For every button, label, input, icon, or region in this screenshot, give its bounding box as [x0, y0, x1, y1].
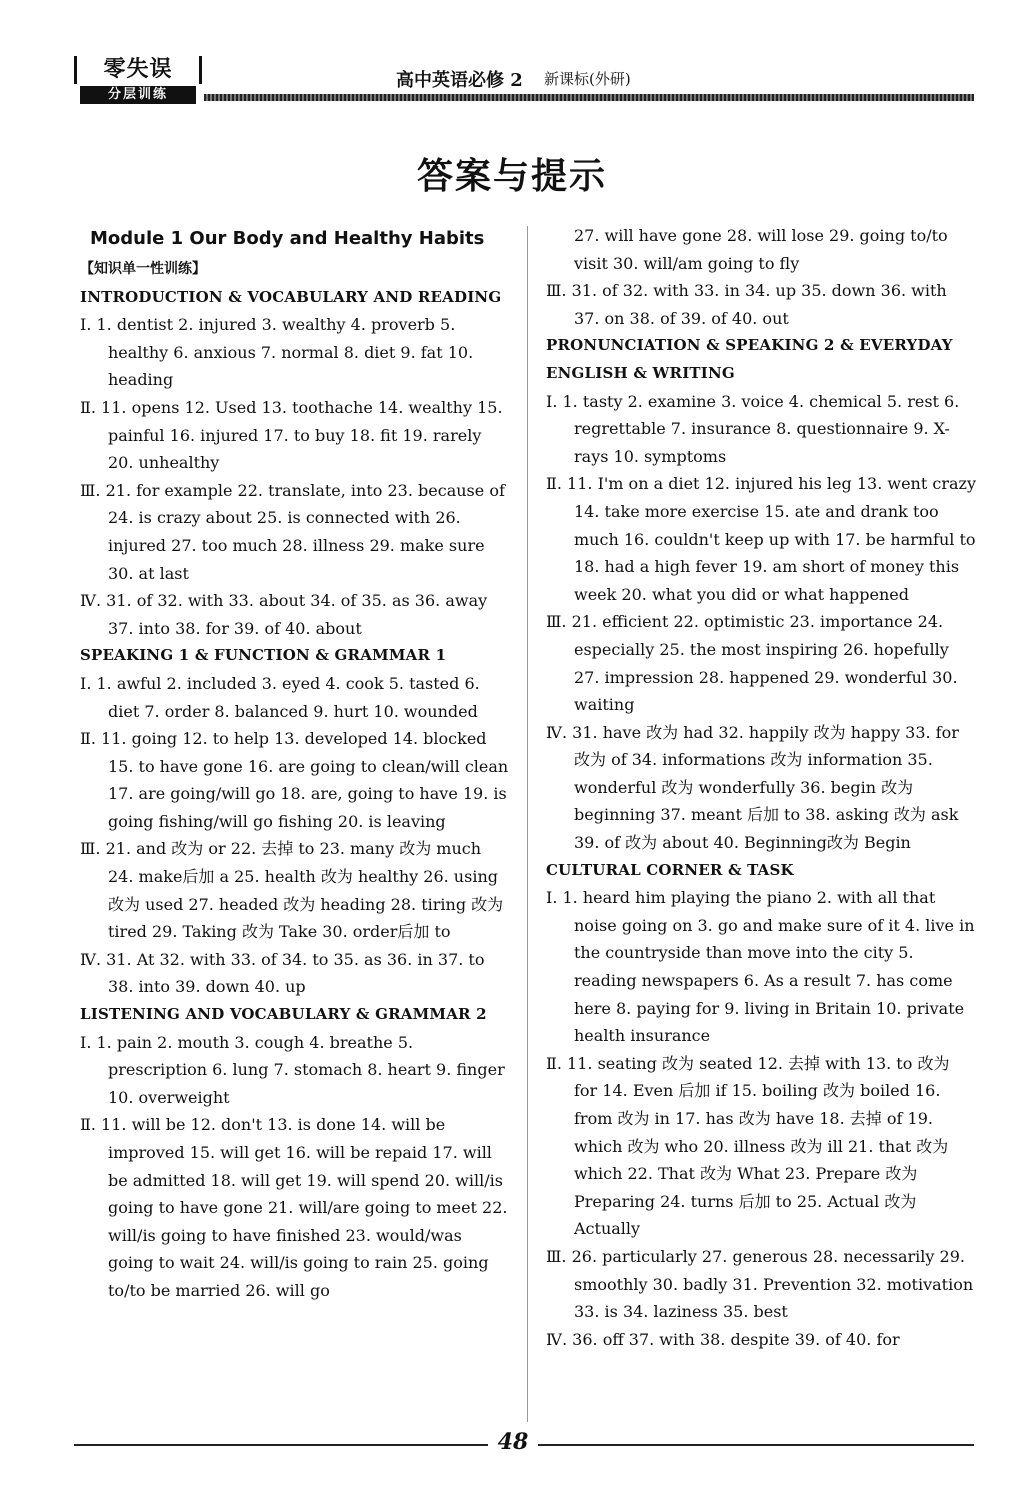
- page-header: [74, 56, 974, 106]
- answer-block: 27. will have gone 28. will lose 29. going to/to visit 30. will/am going to fly: [574, 226, 948, 273]
- answer-block: Ⅱ. 11. seating 改为 seated 12. 去掉 with 13. to 改为 for 14. Even 后加 if 15. boiling 改为 boiled 16. from 改为 in 17. has 改为 have 18. 去掉 of 19. which 改为 who 20. illness 改为 ill 21. that 改为 which 22. That 改为 What 23. Prepare 改为 Preparing 24. turns 后加 to 25. Actual 改为 Actually: [546, 1053, 950, 1239]
- answer-block: Ⅰ. 1. tasty 2. examine 3. voice 4. chemical 5. rest 6. regrettable 7. insurance 8. questionnaire 9. X-rays 10. symptoms: [546, 391, 960, 466]
- answer-block: Ⅳ. 31. of 32. with 33. about 34. of 35. as 36. away 37. into 38. for 39. of 40. about: [80, 591, 488, 638]
- answer-block: Ⅲ. 31. of 32. with 33. in 34. up 35. down 36. with 37. on 38. of 39. of 40. out: [546, 281, 947, 328]
- answer-block: Ⅱ. 11. going 12. to help 13. developed 14. blocked 15. to have gone 16. are going to clean/will clean 17. are going/will go 18. are, going to have 19. is going fishing/will go fishing 20. is leaving: [80, 729, 509, 831]
- page-number: 48: [488, 1428, 538, 1456]
- page-title: 答案与提示: [416, 155, 607, 197]
- section-heading: INTRODUCTION & VOCABULARY AND READING: [80, 287, 502, 306]
- answer-block: Ⅰ. 1. awful 2. included 3. eyed 4. cook 5. tasted 6. diet 7. order 8. balanced 9. hurt 10. wounded: [80, 673, 480, 721]
- answer-block: Ⅱ. 11. opens 12. Used 13. toothache 14. wealthy 15. painful 16. injured 17. to buy 18. fit 19. rarely 20. unhealthy: [80, 397, 503, 473]
- answer-block: Ⅲ. 21. for example 22. translate, into 23. because of 24. is crazy about 25. is connected with 26. injured 27. too much 28. illness 29. make sure 30. at last: [80, 480, 505, 583]
- header-rule: [204, 94, 974, 101]
- answer-block: Ⅳ. 31. have 改为 had 32. happily 改为 happy 33. for 改为 of 34. informations 改为 information 35. wonderful 改为 wonderfully 36. begin 改为 beginning 37. meant 后加 to 38. asking 改为 ask 39. of 改为 about 40. Beginning改为 Begin: [546, 722, 959, 853]
- answer-block: Ⅲ. 26. particularly 27. generous 28. necessarily 29. smoothly 30. badly 31. Prevention 32. motivation 33. is 34. laziness 35. best: [546, 1246, 974, 1322]
- answer-block: Ⅳ. 31. At 32. with 33. of 34. to 35. as 36. in 37. to 38. into 39. down 40. up: [80, 949, 485, 997]
- section-heading: LISTENING AND VOCABULARY & GRAMMAR 2: [80, 1005, 487, 1024]
- logo-subtitle: 分层训练: [80, 86, 196, 104]
- module-heading: Module 1 Our Body and Healthy Habits: [90, 228, 485, 249]
- left-column: [80, 222, 510, 1305]
- section-heading: SPEAKING 1 & FUNCTION & GRAMMAR 1: [80, 646, 447, 665]
- answer-block: Ⅰ. 1. heard him playing the piano 2. with all that noise going on 3. go and make sure of it 4. live in the countryside than move into the city 5. reading newspapers 6. As a result 7. has come here 8. paying for 9. living in Britain 10. private health insurance: [546, 888, 975, 1046]
- book-title: 高中英语必修 2: [396, 70, 523, 91]
- column-divider: [527, 226, 528, 1422]
- answer-block: Ⅰ. 1. pain 2. mouth 3. cough 4. breathe 5. prescription 6. lung 7. stomach 8. heart 9. finger 10. overweight: [80, 1032, 505, 1107]
- answer-block: Ⅳ. 36. off 37. with 38. despite 39. of 40. for: [546, 1329, 900, 1349]
- answer-block: Ⅲ. 21. efficient 22. optimistic 23. importance 24. especially 25. the most inspiring 26. hopefully 27. impression 28. happened 29. wonderful 30. waiting: [546, 612, 958, 715]
- answer-block: Ⅲ. 21. and 改为 or 22. 去掉 to 23. many 改为 much 24. make后加 a 25. health 改为 healthy 26. using 改为 used 27. headed 改为 heading 28. tiring 改为 tired 29. Taking 改为 Take 30. order后加 to: [80, 839, 504, 942]
- answer-block: Ⅱ. 11. I'm on a diet 12. injured his leg 13. went crazy 14. take more exercise 15. ate and drank too much 16. couldn't keep up with 17. be harmful to 18. had a high fever 19. am short of money this week 20. what you did or what happened: [546, 474, 976, 604]
- book-edition: 新课标(外研): [544, 70, 631, 88]
- answer-block: Ⅱ. 11. will be 12. don't 13. is done 14. will be improved 15. will get 16. will be repaid 17. will be admitted 18. will get 19. will spend 20. will/is going to have gone 21. will/are going to meet 22. will/is going to have finished 23. would/was going to wait 24. will/is going to rain 25. going to/to be married 26. will go: [80, 1115, 508, 1300]
- right-column: [546, 222, 976, 1353]
- answer-block: Ⅰ. 1. dentist 2. injured 3. wealthy 4. proverb 5. healthy 6. anxious 7. normal 8. diet 9. fat 10. heading: [80, 315, 474, 390]
- subheading: 【知识单一性训练】: [80, 261, 206, 277]
- logo: 零失误: [74, 56, 202, 84]
- section-heading: CULTURAL CORNER & TASK: [546, 860, 794, 879]
- section-heading: PRONUNCIATION & SPEAKING 2 & EVERYDAY ENGLISH & WRITING: [546, 336, 953, 382]
